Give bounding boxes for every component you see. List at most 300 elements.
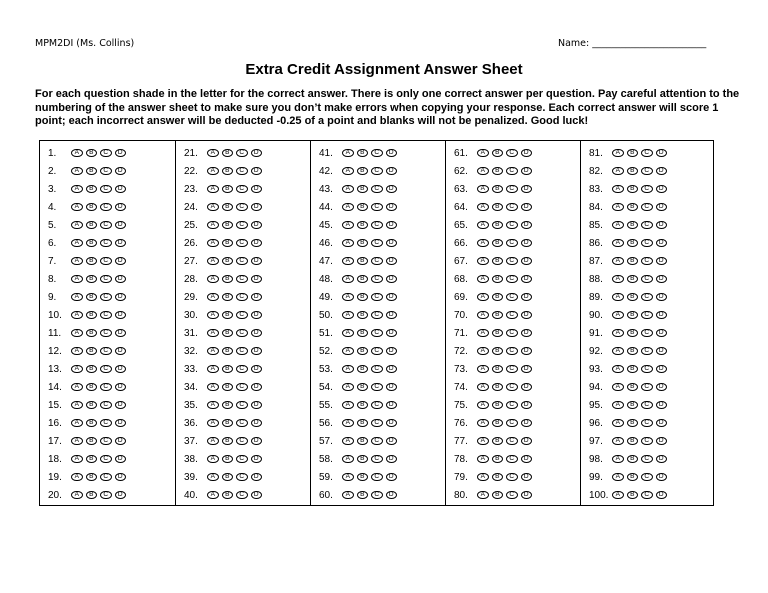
bubble-a[interactable]: A: [477, 473, 489, 482]
bubble-a[interactable]: A: [207, 491, 219, 500]
bubble-d[interactable]: D: [521, 221, 533, 230]
bubble-d[interactable]: D: [115, 419, 127, 428]
bubble-b[interactable]: B: [357, 383, 369, 392]
bubble-c[interactable]: C: [100, 221, 112, 230]
bubble-a[interactable]: A: [342, 239, 354, 248]
bubble-c[interactable]: C: [506, 365, 518, 374]
bubble-b[interactable]: B: [627, 293, 639, 302]
bubble-a[interactable]: A: [207, 203, 219, 212]
bubble-d[interactable]: D: [386, 419, 398, 428]
bubble-c[interactable]: C: [506, 473, 518, 482]
bubble-c[interactable]: C: [506, 185, 518, 194]
bubble-a[interactable]: A: [71, 473, 83, 482]
bubble-b[interactable]: B: [222, 329, 234, 338]
bubble-d[interactable]: D: [386, 491, 398, 500]
bubble-d[interactable]: D: [386, 347, 398, 356]
bubble-a[interactable]: A: [477, 347, 489, 356]
bubble-b[interactable]: B: [222, 401, 234, 410]
bubble-c[interactable]: C: [100, 329, 112, 338]
bubble-d[interactable]: D: [115, 347, 127, 356]
bubble-c[interactable]: C: [641, 203, 653, 212]
bubble-c[interactable]: C: [100, 347, 112, 356]
bubble-a[interactable]: A: [477, 491, 489, 500]
bubble-a[interactable]: A: [612, 149, 624, 158]
bubble-b[interactable]: B: [492, 383, 504, 392]
bubble-d[interactable]: D: [386, 473, 398, 482]
bubble-d[interactable]: D: [521, 275, 533, 284]
bubble-a[interactable]: A: [207, 167, 219, 176]
bubble-c[interactable]: C: [100, 455, 112, 464]
bubble-a[interactable]: A: [207, 401, 219, 410]
bubble-d[interactable]: D: [251, 419, 263, 428]
bubble-a[interactable]: A: [342, 365, 354, 374]
bubble-a[interactable]: A: [342, 491, 354, 500]
bubble-b[interactable]: B: [222, 185, 234, 194]
bubble-a[interactable]: A: [342, 221, 354, 230]
bubble-a[interactable]: A: [477, 203, 489, 212]
bubble-d[interactable]: D: [115, 293, 127, 302]
bubble-b[interactable]: B: [492, 347, 504, 356]
bubble-a[interactable]: A: [207, 239, 219, 248]
bubble-d[interactable]: D: [115, 365, 127, 374]
bubble-a[interactable]: A: [207, 149, 219, 158]
bubble-b[interactable]: B: [627, 473, 639, 482]
bubble-c[interactable]: C: [641, 221, 653, 230]
bubble-c[interactable]: C: [641, 239, 653, 248]
bubble-a[interactable]: A: [71, 419, 83, 428]
bubble-c[interactable]: C: [371, 491, 383, 500]
bubble-c[interactable]: C: [641, 401, 653, 410]
bubble-a[interactable]: A: [71, 167, 83, 176]
bubble-d[interactable]: D: [521, 473, 533, 482]
bubble-d[interactable]: D: [386, 311, 398, 320]
bubble-d[interactable]: D: [521, 437, 533, 446]
bubble-c[interactable]: C: [506, 293, 518, 302]
bubble-a[interactable]: A: [342, 275, 354, 284]
bubble-d[interactable]: D: [251, 473, 263, 482]
bubble-c[interactable]: C: [506, 203, 518, 212]
bubble-a[interactable]: A: [612, 347, 624, 356]
bubble-b[interactable]: B: [492, 311, 504, 320]
bubble-c[interactable]: C: [641, 275, 653, 284]
bubble-c[interactable]: C: [641, 419, 653, 428]
bubble-a[interactable]: A: [342, 401, 354, 410]
bubble-c[interactable]: C: [100, 473, 112, 482]
bubble-a[interactable]: A: [207, 473, 219, 482]
bubble-c[interactable]: C: [236, 491, 248, 500]
bubble-d[interactable]: D: [251, 437, 263, 446]
bubble-d[interactable]: D: [115, 221, 127, 230]
bubble-c[interactable]: C: [236, 149, 248, 158]
bubble-b[interactable]: B: [492, 203, 504, 212]
bubble-d[interactable]: D: [386, 365, 398, 374]
bubble-a[interactable]: A: [477, 329, 489, 338]
bubble-d[interactable]: D: [251, 185, 263, 194]
bubble-d[interactable]: D: [656, 203, 668, 212]
bubble-c[interactable]: C: [641, 455, 653, 464]
bubble-c[interactable]: C: [506, 491, 518, 500]
bubble-a[interactable]: A: [477, 221, 489, 230]
bubble-b[interactable]: B: [222, 203, 234, 212]
bubble-d[interactable]: D: [521, 167, 533, 176]
bubble-a[interactable]: A: [207, 257, 219, 266]
bubble-d[interactable]: D: [656, 491, 668, 500]
bubble-d[interactable]: D: [115, 203, 127, 212]
bubble-a[interactable]: A: [207, 293, 219, 302]
bubble-c[interactable]: C: [641, 167, 653, 176]
bubble-d[interactable]: D: [251, 329, 263, 338]
bubble-b[interactable]: B: [492, 419, 504, 428]
bubble-c[interactable]: C: [371, 257, 383, 266]
bubble-b[interactable]: B: [357, 491, 369, 500]
bubble-d[interactable]: D: [115, 401, 127, 410]
bubble-a[interactable]: A: [612, 167, 624, 176]
bubble-b[interactable]: B: [357, 437, 369, 446]
bubble-a[interactable]: A: [207, 311, 219, 320]
bubble-c[interactable]: C: [100, 239, 112, 248]
bubble-d[interactable]: D: [115, 491, 127, 500]
bubble-d[interactable]: D: [656, 419, 668, 428]
bubble-b[interactable]: B: [86, 239, 98, 248]
bubble-d[interactable]: D: [521, 401, 533, 410]
bubble-b[interactable]: B: [492, 329, 504, 338]
bubble-d[interactable]: D: [656, 275, 668, 284]
bubble-d[interactable]: D: [115, 455, 127, 464]
bubble-b[interactable]: B: [357, 185, 369, 194]
bubble-b[interactable]: B: [492, 365, 504, 374]
bubble-b[interactable]: B: [357, 257, 369, 266]
bubble-b[interactable]: B: [357, 365, 369, 374]
bubble-a[interactable]: A: [207, 347, 219, 356]
bubble-b[interactable]: B: [492, 455, 504, 464]
bubble-d[interactable]: D: [521, 419, 533, 428]
bubble-d[interactable]: D: [656, 167, 668, 176]
bubble-a[interactable]: A: [207, 455, 219, 464]
bubble-a[interactable]: A: [71, 329, 83, 338]
bubble-a[interactable]: A: [477, 437, 489, 446]
bubble-c[interactable]: C: [236, 365, 248, 374]
bubble-c[interactable]: C: [100, 167, 112, 176]
bubble-b[interactable]: B: [627, 167, 639, 176]
bubble-a[interactable]: A: [612, 257, 624, 266]
bubble-c[interactable]: C: [641, 473, 653, 482]
bubble-d[interactable]: D: [521, 293, 533, 302]
bubble-c[interactable]: C: [100, 257, 112, 266]
bubble-d[interactable]: D: [251, 455, 263, 464]
bubble-b[interactable]: B: [627, 257, 639, 266]
bubble-b[interactable]: B: [492, 293, 504, 302]
bubble-d[interactable]: D: [251, 383, 263, 392]
bubble-d[interactable]: D: [521, 383, 533, 392]
bubble-a[interactable]: A: [612, 473, 624, 482]
bubble-b[interactable]: B: [222, 257, 234, 266]
bubble-b[interactable]: B: [86, 167, 98, 176]
bubble-b[interactable]: B: [627, 437, 639, 446]
bubble-b[interactable]: B: [86, 203, 98, 212]
bubble-d[interactable]: D: [386, 401, 398, 410]
bubble-b[interactable]: B: [357, 401, 369, 410]
bubble-c[interactable]: C: [371, 221, 383, 230]
bubble-b[interactable]: B: [492, 275, 504, 284]
bubble-b[interactable]: B: [627, 239, 639, 248]
bubble-b[interactable]: B: [86, 149, 98, 158]
bubble-b[interactable]: B: [357, 293, 369, 302]
bubble-c[interactable]: C: [100, 437, 112, 446]
bubble-b[interactable]: B: [86, 419, 98, 428]
bubble-a[interactable]: A: [342, 311, 354, 320]
bubble-c[interactable]: C: [100, 311, 112, 320]
bubble-b[interactable]: B: [492, 491, 504, 500]
bubble-b[interactable]: B: [357, 275, 369, 284]
bubble-c[interactable]: C: [100, 185, 112, 194]
bubble-d[interactable]: D: [656, 365, 668, 374]
bubble-d[interactable]: D: [656, 293, 668, 302]
bubble-a[interactable]: A: [71, 365, 83, 374]
bubble-a[interactable]: A: [71, 311, 83, 320]
bubble-a[interactable]: A: [71, 239, 83, 248]
bubble-a[interactable]: A: [342, 419, 354, 428]
bubble-a[interactable]: A: [612, 383, 624, 392]
bubble-c[interactable]: C: [236, 239, 248, 248]
bubble-b[interactable]: B: [86, 401, 98, 410]
bubble-b[interactable]: B: [222, 365, 234, 374]
bubble-a[interactable]: A: [612, 437, 624, 446]
bubble-b[interactable]: B: [86, 311, 98, 320]
bubble-b[interactable]: B: [357, 239, 369, 248]
bubble-c[interactable]: C: [100, 365, 112, 374]
bubble-d[interactable]: D: [251, 221, 263, 230]
bubble-d[interactable]: D: [115, 275, 127, 284]
bubble-c[interactable]: C: [371, 203, 383, 212]
bubble-d[interactable]: D: [386, 329, 398, 338]
bubble-a[interactable]: A: [207, 185, 219, 194]
bubble-d[interactable]: D: [656, 185, 668, 194]
bubble-d[interactable]: D: [521, 203, 533, 212]
bubble-c[interactable]: C: [371, 455, 383, 464]
bubble-b[interactable]: B: [627, 149, 639, 158]
bubble-b[interactable]: B: [86, 185, 98, 194]
bubble-b[interactable]: B: [86, 365, 98, 374]
bubble-d[interactable]: D: [521, 149, 533, 158]
bubble-b[interactable]: B: [492, 239, 504, 248]
bubble-d[interactable]: D: [115, 473, 127, 482]
bubble-a[interactable]: A: [477, 149, 489, 158]
bubble-a[interactable]: A: [342, 473, 354, 482]
bubble-c[interactable]: C: [236, 383, 248, 392]
bubble-d[interactable]: D: [521, 491, 533, 500]
bubble-d[interactable]: D: [115, 185, 127, 194]
bubble-b[interactable]: B: [627, 275, 639, 284]
bubble-a[interactable]: A: [477, 401, 489, 410]
bubble-b[interactable]: B: [222, 221, 234, 230]
bubble-a[interactable]: A: [342, 203, 354, 212]
bubble-c[interactable]: C: [371, 311, 383, 320]
bubble-c[interactable]: C: [506, 419, 518, 428]
bubble-c[interactable]: C: [641, 149, 653, 158]
bubble-a[interactable]: A: [612, 455, 624, 464]
bubble-b[interactable]: B: [222, 491, 234, 500]
bubble-d[interactable]: D: [386, 185, 398, 194]
bubble-c[interactable]: C: [641, 311, 653, 320]
bubble-c[interactable]: C: [100, 383, 112, 392]
bubble-c[interactable]: C: [371, 275, 383, 284]
bubble-d[interactable]: D: [386, 275, 398, 284]
bubble-a[interactable]: A: [71, 455, 83, 464]
bubble-a[interactable]: A: [477, 383, 489, 392]
bubble-a[interactable]: A: [342, 149, 354, 158]
bubble-c[interactable]: C: [371, 293, 383, 302]
bubble-d[interactable]: D: [656, 383, 668, 392]
bubble-a[interactable]: A: [477, 167, 489, 176]
bubble-c[interactable]: C: [641, 185, 653, 194]
bubble-d[interactable]: D: [386, 239, 398, 248]
bubble-a[interactable]: A: [71, 401, 83, 410]
bubble-c[interactable]: C: [506, 221, 518, 230]
bubble-a[interactable]: A: [342, 455, 354, 464]
bubble-d[interactable]: D: [386, 203, 398, 212]
bubble-d[interactable]: D: [521, 329, 533, 338]
bubble-b[interactable]: B: [492, 437, 504, 446]
bubble-b[interactable]: B: [627, 347, 639, 356]
bubble-d[interactable]: D: [115, 383, 127, 392]
bubble-d[interactable]: D: [656, 221, 668, 230]
bubble-b[interactable]: B: [86, 383, 98, 392]
bubble-c[interactable]: C: [641, 347, 653, 356]
bubble-c[interactable]: C: [236, 293, 248, 302]
bubble-d[interactable]: D: [386, 167, 398, 176]
bubble-b[interactable]: B: [627, 455, 639, 464]
bubble-b[interactable]: B: [627, 311, 639, 320]
bubble-c[interactable]: C: [506, 149, 518, 158]
bubble-b[interactable]: B: [222, 149, 234, 158]
bubble-a[interactable]: A: [612, 491, 624, 500]
bubble-a[interactable]: A: [71, 491, 83, 500]
bubble-d[interactable]: D: [521, 239, 533, 248]
bubble-b[interactable]: B: [492, 401, 504, 410]
bubble-d[interactable]: D: [115, 329, 127, 338]
bubble-a[interactable]: A: [612, 401, 624, 410]
bubble-c[interactable]: C: [236, 203, 248, 212]
bubble-d[interactable]: D: [656, 329, 668, 338]
bubble-b[interactable]: B: [627, 365, 639, 374]
bubble-a[interactable]: A: [71, 437, 83, 446]
bubble-a[interactable]: A: [612, 185, 624, 194]
bubble-c[interactable]: C: [641, 257, 653, 266]
bubble-a[interactable]: A: [207, 437, 219, 446]
bubble-d[interactable]: D: [115, 257, 127, 266]
bubble-d[interactable]: D: [251, 149, 263, 158]
bubble-b[interactable]: B: [86, 293, 98, 302]
bubble-b[interactable]: B: [627, 491, 639, 500]
bubble-b[interactable]: B: [222, 473, 234, 482]
bubble-c[interactable]: C: [371, 329, 383, 338]
bubble-d[interactable]: D: [251, 293, 263, 302]
bubble-b[interactable]: B: [357, 311, 369, 320]
bubble-c[interactable]: C: [506, 167, 518, 176]
bubble-c[interactable]: C: [100, 149, 112, 158]
bubble-d[interactable]: D: [656, 311, 668, 320]
bubble-a[interactable]: A: [342, 167, 354, 176]
bubble-a[interactable]: A: [612, 365, 624, 374]
bubble-c[interactable]: C: [371, 347, 383, 356]
bubble-a[interactable]: A: [71, 275, 83, 284]
bubble-a[interactable]: A: [612, 239, 624, 248]
bubble-a[interactable]: A: [71, 203, 83, 212]
bubble-a[interactable]: A: [612, 293, 624, 302]
bubble-c[interactable]: C: [641, 329, 653, 338]
bubble-c[interactable]: C: [100, 203, 112, 212]
bubble-b[interactable]: B: [357, 347, 369, 356]
bubble-a[interactable]: A: [342, 257, 354, 266]
bubble-a[interactable]: A: [342, 437, 354, 446]
bubble-c[interactable]: C: [641, 383, 653, 392]
bubble-b[interactable]: B: [86, 491, 98, 500]
bubble-b[interactable]: B: [357, 221, 369, 230]
bubble-c[interactable]: C: [506, 455, 518, 464]
bubble-c[interactable]: C: [641, 293, 653, 302]
bubble-c[interactable]: C: [236, 257, 248, 266]
bubble-c[interactable]: C: [506, 401, 518, 410]
bubble-d[interactable]: D: [521, 365, 533, 374]
bubble-c[interactable]: C: [100, 419, 112, 428]
bubble-c[interactable]: C: [641, 491, 653, 500]
bubble-c[interactable]: C: [236, 221, 248, 230]
bubble-c[interactable]: C: [506, 275, 518, 284]
bubble-b[interactable]: B: [86, 473, 98, 482]
bubble-a[interactable]: A: [477, 365, 489, 374]
bubble-d[interactable]: D: [521, 455, 533, 464]
bubble-c[interactable]: C: [371, 401, 383, 410]
bubble-c[interactable]: C: [506, 239, 518, 248]
bubble-a[interactable]: A: [477, 257, 489, 266]
bubble-b[interactable]: B: [627, 185, 639, 194]
bubble-a[interactable]: A: [342, 293, 354, 302]
bubble-c[interactable]: C: [371, 185, 383, 194]
bubble-b[interactable]: B: [86, 437, 98, 446]
bubble-c[interactable]: C: [236, 437, 248, 446]
bubble-a[interactable]: A: [207, 275, 219, 284]
bubble-b[interactable]: B: [627, 401, 639, 410]
bubble-c[interactable]: C: [236, 347, 248, 356]
bubble-b[interactable]: B: [492, 167, 504, 176]
bubble-b[interactable]: B: [86, 455, 98, 464]
bubble-d[interactable]: D: [115, 167, 127, 176]
bubble-a[interactable]: A: [342, 329, 354, 338]
bubble-c[interactable]: C: [100, 491, 112, 500]
bubble-d[interactable]: D: [521, 347, 533, 356]
bubble-b[interactable]: B: [86, 257, 98, 266]
bubble-c[interactable]: C: [100, 401, 112, 410]
bubble-d[interactable]: D: [386, 149, 398, 158]
bubble-c[interactable]: C: [506, 257, 518, 266]
bubble-c[interactable]: C: [641, 365, 653, 374]
bubble-b[interactable]: B: [492, 185, 504, 194]
bubble-c[interactable]: C: [371, 419, 383, 428]
bubble-a[interactable]: A: [477, 455, 489, 464]
bubble-a[interactable]: A: [342, 347, 354, 356]
bubble-a[interactable]: A: [477, 239, 489, 248]
bubble-b[interactable]: B: [222, 455, 234, 464]
bubble-a[interactable]: A: [477, 419, 489, 428]
bubble-a[interactable]: A: [612, 419, 624, 428]
bubble-b[interactable]: B: [222, 275, 234, 284]
bubble-a[interactable]: A: [207, 221, 219, 230]
bubble-d[interactable]: D: [656, 473, 668, 482]
bubble-a[interactable]: A: [207, 365, 219, 374]
bubble-b[interactable]: B: [627, 221, 639, 230]
bubble-d[interactable]: D: [656, 455, 668, 464]
bubble-a[interactable]: A: [207, 329, 219, 338]
